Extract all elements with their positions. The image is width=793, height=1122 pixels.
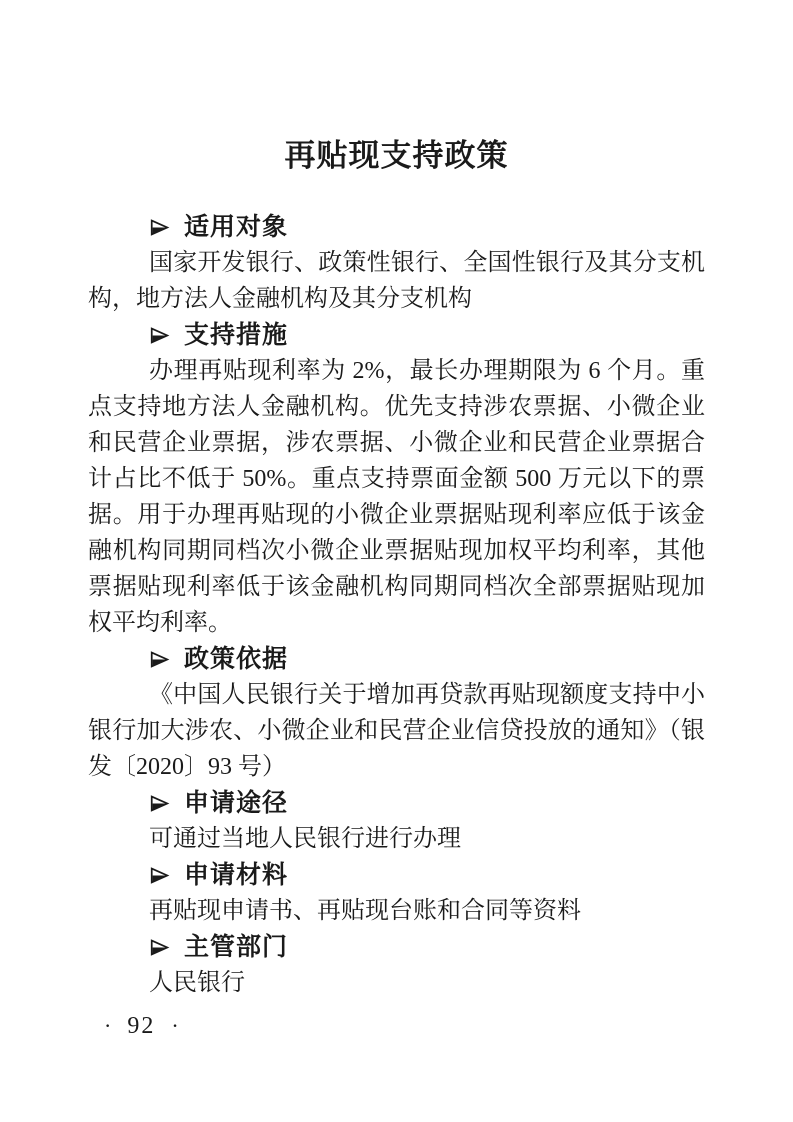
section-heading-label: 适用对象 (184, 213, 289, 241)
arrowhead-right-icon (149, 326, 170, 345)
section-heading-label: 支持措施 (184, 321, 289, 349)
section-heading-label: 政策依据 (184, 645, 289, 673)
arrowhead-right-icon (149, 794, 170, 813)
page-number-dot-right: · (171, 1013, 179, 1038)
arrowhead-right-icon (149, 218, 170, 237)
section-heading-application-channel (88, 785, 705, 821)
section-heading-label: 申请途径 (184, 789, 289, 817)
section-paragraph: 国家开发银行、政策性银行、全国性银行及其分支机构，地方法人金融机构及其分支机构 (88, 250, 705, 312)
page-title: 再贴现支持政策 (284, 138, 509, 173)
section-paragraph: 可通过当地人民银行进行办理 (149, 826, 461, 852)
section-heading-application-materials (88, 857, 705, 893)
section-paragraph: 人民银行 (149, 970, 245, 996)
section-heading-competent-authority (88, 929, 705, 965)
section-heading-policy-basis (88, 641, 705, 677)
arrowhead-right-icon (149, 650, 170, 669)
section-paragraph: 再贴现申请书、再贴现台账和合同等资料 (149, 898, 581, 924)
document-body (88, 209, 705, 1001)
section-heading-label: 申请材料 (184, 861, 289, 889)
section-paragraph: 办理再贴现利率为 2%，最长办理期限为 6 个月。重点支持地方法人金融机构。优先支持涉农票据、小微企业和民营企业票据，涉农票据、小微企业和民营企业票据合计占比不低于 50%。重点支持票面金额 500 万元以下的票据。用于办理再贴现的小微企业票据贴现利率应低于该金融机构同期同档次小微企业票据贴现加权平均利率，其他票据贴现利率低于该金融机构同期同档次全部票据贴现加权平均利率。 (88, 358, 705, 636)
arrowhead-right-icon (149, 866, 170, 885)
arrowhead-right-icon (149, 938, 170, 957)
page-number (104, 1008, 179, 1044)
page-number-dot-left: · (104, 1013, 112, 1038)
section-heading-label: 主管部门 (184, 933, 289, 961)
section-heading-target-audience (88, 209, 705, 245)
page-number-value: 92 (127, 1013, 156, 1039)
section-paragraph: 《中国人民银行关于增加再贷款再贴现额度支持中小银行加大涉农、小微企业和民营企业信贷投放的通知》（银发〔2020〕93 号） (88, 682, 705, 780)
section-heading-support-measures (88, 317, 705, 353)
